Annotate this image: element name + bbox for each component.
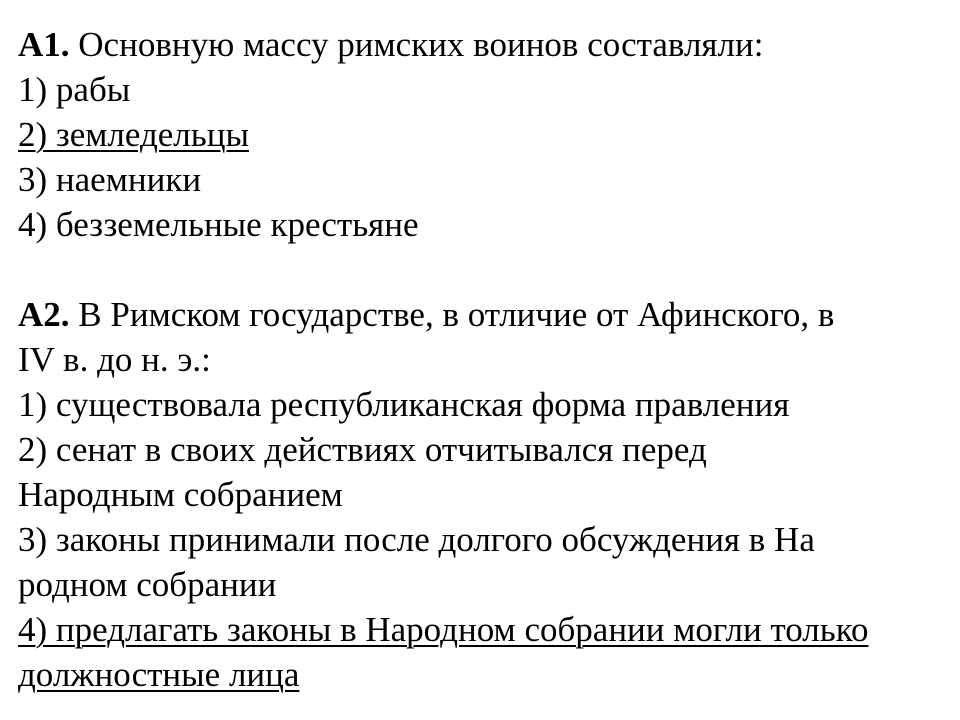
answer-text: 1) рабы — [18, 70, 131, 109]
answer-option-2 — [18, 427, 948, 472]
spacer — [18, 247, 948, 292]
question-a1 — [18, 22, 948, 247]
answer-option-3-continued — [18, 562, 948, 607]
answer-option-4-correct — [18, 607, 948, 652]
question-stem-continued — [18, 337, 948, 382]
answer-text: 4) безземельные крестьяне — [18, 205, 419, 244]
answer-text: 3) законы принимали после долгого обсуждения в На — [18, 520, 815, 559]
question-text: Основную массу римских воинов составляли: — [78, 25, 764, 64]
answer-option-2-correct — [18, 112, 948, 157]
question-stem — [18, 22, 948, 67]
answer-option-4-correct-continued — [18, 652, 948, 697]
answer-option-3 — [18, 157, 948, 202]
answer-text: 2) земледельцы — [18, 115, 249, 154]
answer-text: 2) сенат в своих действиях отчитывался перед — [18, 430, 707, 469]
answer-text: 4) предлагать законы в Народном собрании могли только — [18, 610, 869, 649]
question-number: А1. — [18, 25, 70, 64]
answer-text: родном собрании — [18, 565, 277, 604]
answer-option-2-continued — [18, 472, 948, 517]
answer-text: 1) существовала республиканская форма правления — [18, 385, 790, 424]
answer-option-4 — [18, 202, 948, 247]
slide-content — [18, 22, 948, 697]
question-text: В Римском государстве, в отличие от Афинского, в — [78, 295, 835, 334]
question-text: IV в. до н. э.: — [18, 340, 211, 379]
answer-option-1 — [18, 67, 948, 112]
answer-text: должностные лица — [18, 655, 300, 694]
answer-text: 3) наемники — [18, 160, 202, 199]
answer-text: Народным собранием — [18, 475, 343, 514]
answer-option-1 — [18, 382, 948, 427]
question-number: А2. — [18, 295, 70, 334]
question-a2 — [18, 292, 948, 697]
question-stem — [18, 292, 948, 337]
answer-option-3 — [18, 517, 948, 562]
